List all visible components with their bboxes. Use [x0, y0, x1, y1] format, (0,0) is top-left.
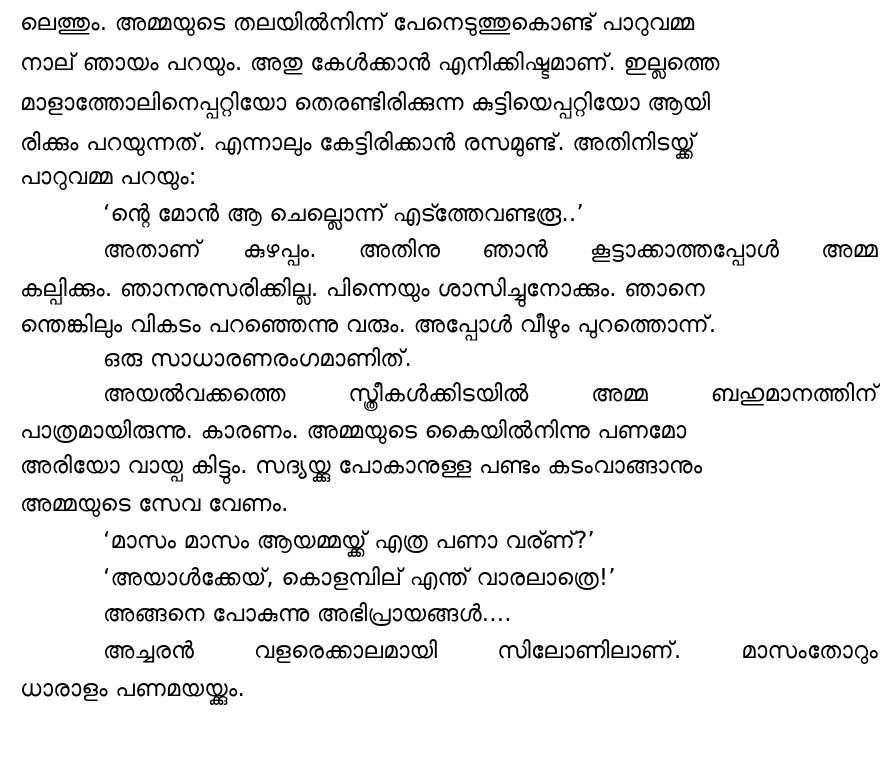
text-line-18: അച്ചരൻ വളരെക്കാലമായി സിലോണിലാണ്. മാസംതോറും [103, 638, 878, 664]
text-line-11: അയൽവക്കത്തെ സ്ത്രീകൾക്കിടയിൽ അമ്മ ബഹുമാനത്തിന് [103, 381, 878, 407]
text-line-19: ധാരാളം പണമയയ്ക്കും. [20, 676, 246, 702]
text-line-16: ‘അയാൾക്കേയ്, കൊളമ്പില് എന്ത് വാരലാത്രെ!’ [103, 565, 616, 591]
text-line-2: നാല് ഞായം പറയും. അതു കേൾക്കാൻ എനിക്കിഷ്ടമാണ്. ഇല്ലത്തെ [20, 50, 720, 76]
text-line-15: ‘മാസം മാസം ആയമ്മയ്ക്ക് എത്ര പണാ വര്ണ്?’ [103, 528, 595, 554]
text-line-8: കല്പിക്കും. ഞാനനുസരിക്കില്ല. പിന്നെയും ശാസിച്ചുനോക്കും. ഞാനെ [20, 276, 705, 302]
text-line-13: അരിയോ വായ്പ കിട്ടും. സദ്യയ്ക്കു പോകാനുള്ള പണ്ടം കടംവാങ്ങാനും [20, 453, 703, 479]
text-line-10: ഒരു സാധാരണരംഗമാണിത്. [103, 346, 413, 372]
text-line-6: ‘ന്റെ മോൻ ആ ചെല്ലൊന്ന് എട്ത്തേവണ്ടരൂ..’ [103, 201, 584, 227]
text-line-3: മാളാത്തോലിനെപ്പറ്റിയോ തെരണ്ടിരിക്കുന്ന കുട്ടിയെപ്പറ്റിയോ ആയി [20, 90, 711, 116]
text-line-4: രിക്കും പറയുന്നത്. എന്നാലും കേട്ടിരിക്കാൻ രസമുണ്ട്. അതിനിടയ്ക്ക് [20, 130, 696, 156]
text-line-5: പാറുവമ്മ പറയും: [20, 164, 197, 190]
text-line-9: ന്തെങ്കിലും വികടം പറഞ്ഞെന്നു വരും. അപ്പോൾ വീഴും പുറത്തൊന്ന്. [20, 312, 717, 338]
text-line-7: അതാണ് കുഴപ്പം. അതിനു ഞാൻ കൂട്ടാക്കാത്തപ്പോൾ അമ്മ [103, 237, 878, 263]
text-line-1: ലെത്തും. അമ്മയുടെ തലയിൽനിന്ന് പേനെടുത്തുകൊണ്ട് പാറുവമ്മ [20, 10, 695, 36]
text-line-17: അങ്ങനെ പോകുന്നു അഭിപ്രായങ്ങൾ.... [103, 601, 512, 627]
text-line-12: പാത്രമായിരുന്നു. കാരണം. അമ്മയുടെ കൈയിൽനിന്നു പണമോ [20, 418, 687, 444]
text-line-14: അമ്മയുടെ സേവ വേണം. [20, 491, 289, 517]
